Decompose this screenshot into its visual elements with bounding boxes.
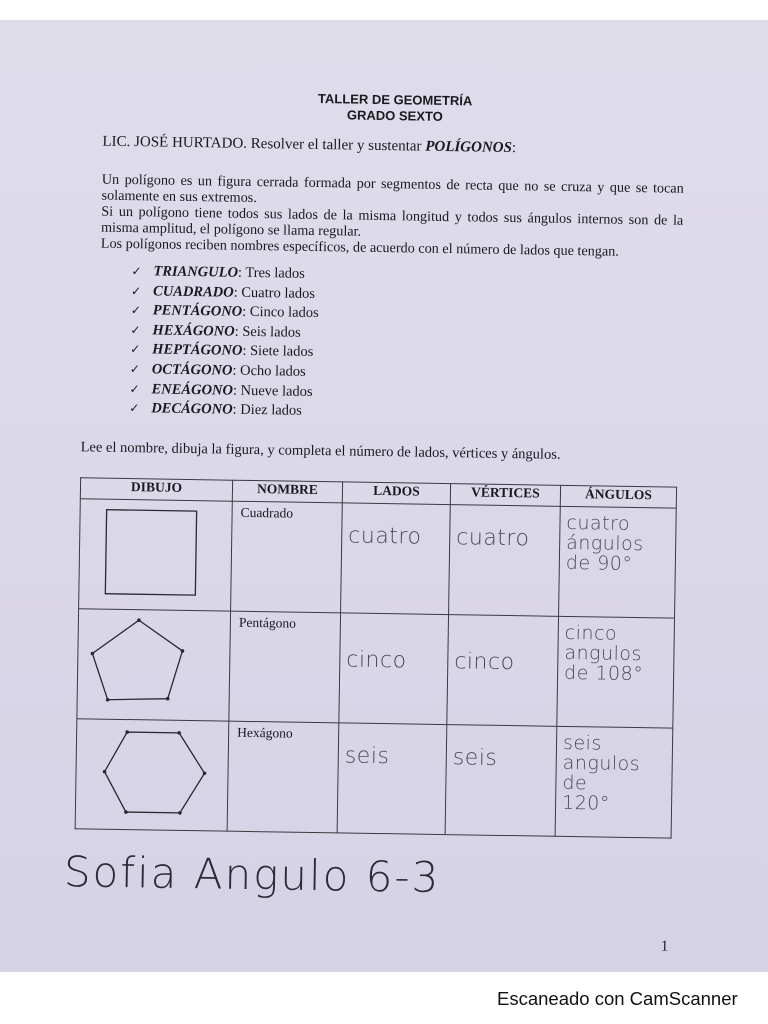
checkmark-icon: ✓ [130,303,141,318]
handwritten-vertices: seis [452,745,498,771]
table-row [75,719,673,838]
column-header-vertices: VÉRTICES [450,484,560,507]
drawing-cell [75,719,229,831]
worksheet [0,20,768,972]
polygon-name: DECÁGONO [151,400,233,418]
polygon-desc: : Seis lados [234,323,301,341]
handwritten-vertices: cinco [454,649,515,676]
column-header-nombre: NOMBRE [232,480,342,503]
handwritten-angulos: seis angulos de 120° [561,731,641,815]
teacher-line [102,134,516,157]
intro-paragraph: Un polígono es un figura cerrada formada por segmentos de recta que no se cruza y que se tocan solamente en sus extremos. [101,171,684,207]
polygon-list [129,262,319,422]
scanner-watermark: Escaneado con CamScanner [497,988,738,1009]
drawing-cell [77,609,231,721]
page-number: 1 [660,938,669,955]
polygon-desc: : Siete lados [242,343,314,361]
shape-name: Pentágono [238,614,297,631]
checkmark-icon: ✓ [129,381,140,396]
column-header-lados: LADOS [342,482,450,505]
polygon-desc: : Tres lados [237,264,305,282]
polygon-name: CUADRADO [152,283,234,301]
handwritten-vertices: cuatro [456,525,530,552]
handwritten-angulos: cinco angulos de 108° [563,621,644,686]
polygon-desc: : Ocho lados [232,362,306,380]
checkmark-icon: ✓ [129,362,141,377]
checkmark-icon: ✓ [130,283,142,298]
handwritten-lados: cinco [346,647,407,674]
table-row [77,609,675,728]
intro-paragraph: Los polígonos reciben nombres específicos, de acuerdo con el número de lados que tengan. [100,235,619,260]
teacher-line-suffix: : [511,140,517,157]
polygon-name: HEXÁGONO [152,322,235,340]
shape-name: Hexágono [237,724,293,741]
handwritten-angulos: cuatro ángulos de 90° [565,511,644,575]
handwritten-lados: seis [344,743,390,770]
teacher-line-prefix: LIC. JOSÉ HURTADO. Resolver el taller y sustentar [102,133,426,155]
polygon-desc: : Diez lados [232,401,302,419]
list-item [130,360,318,383]
column-header-angulos: ÁNGULOS [560,485,676,508]
handwritten-lados: cuatro [348,523,422,550]
list-item [131,301,319,324]
instruction-text: Lee el nombre, dibuja la figura, y completa el número de lados, vértices y ángulos. [80,439,561,463]
polygon-name: HEPTÁGONO [152,341,243,360]
worksheet-grade: GRADO SEXTO [346,107,443,124]
polygon-desc: : Cinco lados [242,304,319,322]
polygon-name: ENEÁGONO [151,380,234,399]
list-item [129,399,317,422]
pentagon-drawing [77,609,229,715]
checkmark-icon: ✓ [131,264,142,279]
polygon-desc: : Cuatro lados [233,284,316,302]
checkmark-icon: ✓ [129,401,140,416]
polygon-name: OCTÁGONO [151,361,233,379]
column-header-dibujo: DIBUJO [80,478,232,501]
scanned-page [0,20,768,972]
topic-label: POLÍGONOS [425,138,513,157]
intro-text [101,172,684,261]
polygon-name: TRIANGULO [153,263,239,281]
drawing-cell [79,499,233,611]
student-signature: Sofia Angulo 6-3 [63,847,441,902]
hexagon-drawing [76,719,228,825]
polygon-desc: : Nueve lados [232,382,313,400]
polygon-name: PENTÁGONO [152,302,243,321]
square-drawing [79,499,231,605]
checkmark-icon: ✓ [130,322,141,337]
worksheet-title: TALLER DE GEOMETRÍA [317,90,473,109]
checkmark-icon: ✓ [130,342,141,357]
polygon-table [75,477,677,838]
shape-name: Cuadrado [240,504,294,521]
list-item [131,262,319,285]
intro-paragraph: Si un polígono tiene todos sus lados de la misma longitud y todos sus ángulos internos son de la misma amplitud, el polígono se llama regular. [100,203,684,240]
table-row [79,499,677,618]
